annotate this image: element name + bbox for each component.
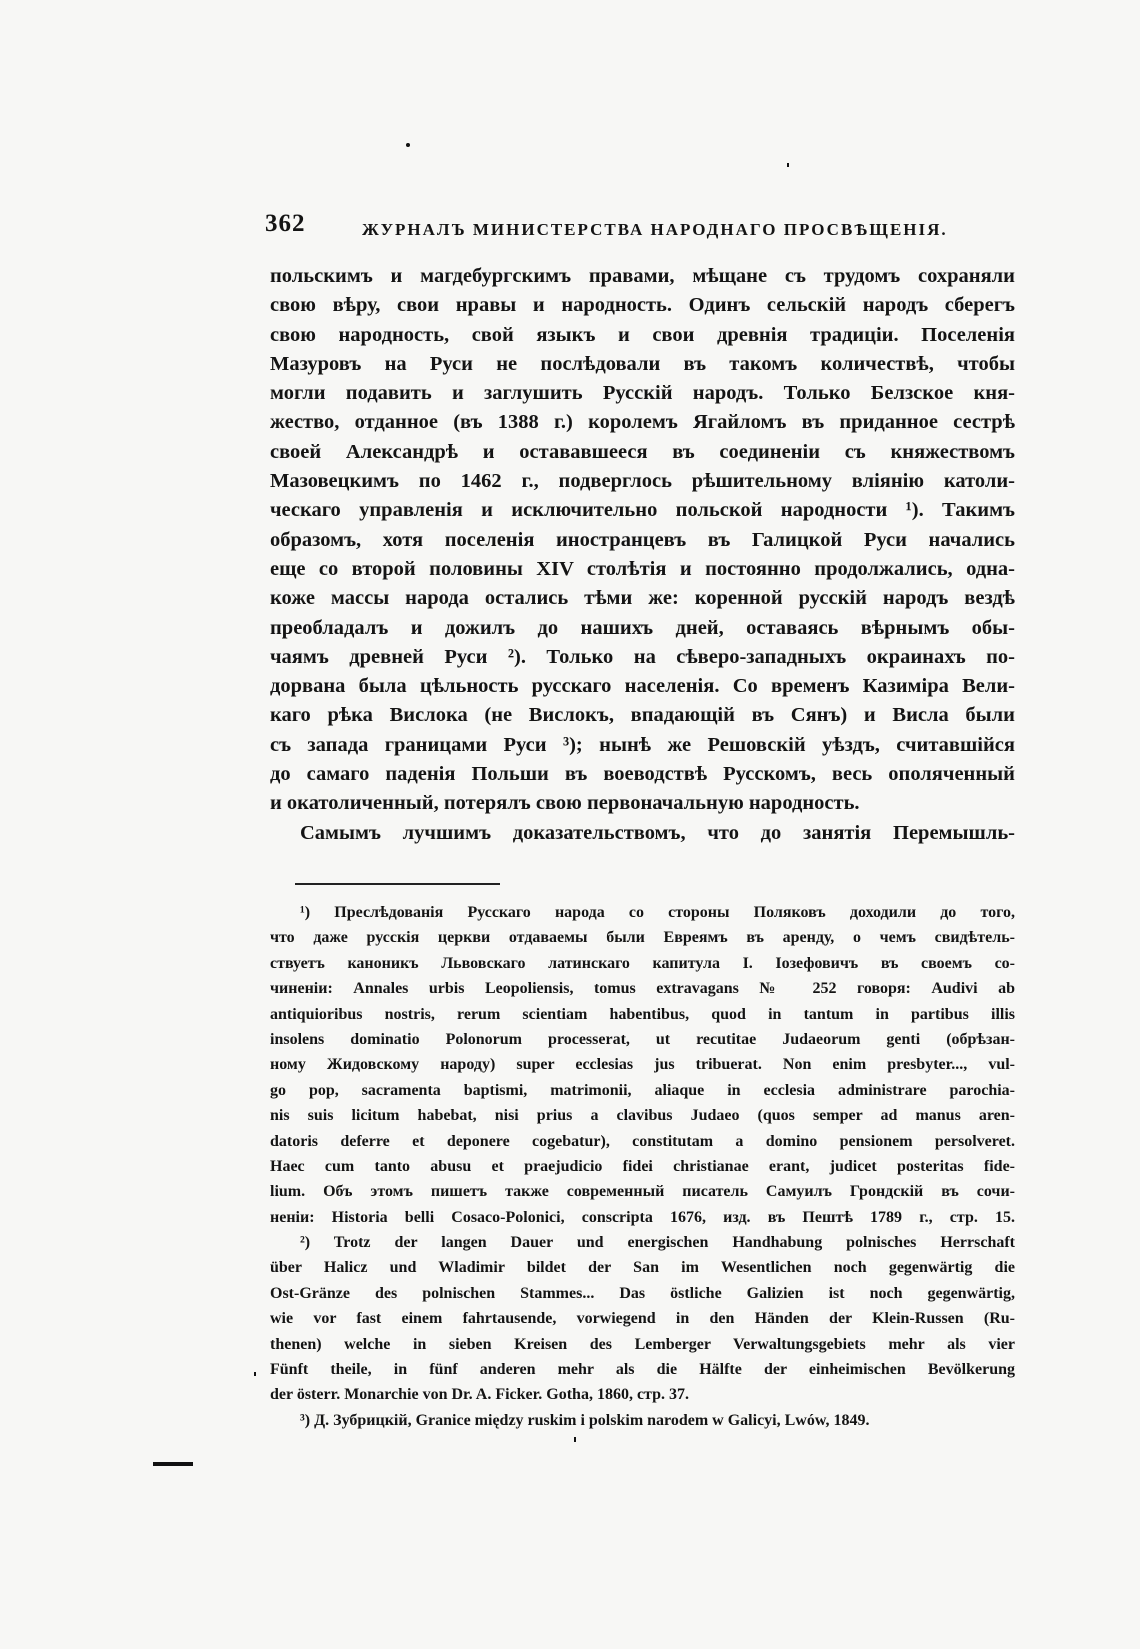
footnote-line: thenen) welche in sieben Kreisen des Lemberger Verwaltungsgebiets mehr als vier (270, 1335, 1015, 1353)
print-speck (254, 1372, 256, 1376)
footnote-separator (295, 883, 500, 885)
text-line: еще со второй половины XIV столѣтія и постоянно продолжались, одна- (270, 557, 1015, 580)
footnote-line: wie vor fast einem fahrtausende, vorwiegend in den Händen der Klein-Russen (Ru- (270, 1310, 1015, 1328)
text-line: Мазуровъ на Руси не послѣдовали въ такомъ количествѣ, чтобы (270, 352, 1015, 375)
text-line: коже массы народа остались тѣми же: коренной русскій народъ вездѣ (270, 587, 1015, 610)
text-line: дорвана была цѣльность русскаго населенія. Со временъ Казиміра Вели- (270, 675, 1015, 698)
print-speck (406, 143, 410, 147)
footnote-line: nis suis licitum habebat, nisi prius a clavibus Judaeo (quos semper ad manus aren- (270, 1107, 1015, 1125)
print-speck (787, 163, 789, 167)
page-number: 362 (265, 210, 306, 237)
text-line: польскимъ и магдебургскимъ правами, мѣщане съ трудомъ сохраняли (270, 265, 1015, 287)
footnote-line: Fünft theile, in fünf anderen mehr als die Hälfte der einheimischen Bevölkerung (270, 1361, 1015, 1379)
footnote-line: неніи: Historia belli Cosaco-Polonici, conscripta 1676, изд. въ Пештѣ 1789 г., стр. 15. (270, 1208, 1015, 1226)
footnote-line: Haec cum tanto abusu et praejudicio fidei christianae erant, judicet posteritas fide- (270, 1157, 1015, 1175)
text-line: свою вѣру, свои нравы и народность. Одинъ сельскій народъ сберегъ (270, 294, 1015, 317)
text-line: Мазовецкимъ по 1462 г., подверглось рѣшительному вліянію католи- (270, 470, 1015, 493)
footnote-line: ²) Trotz der langen Dauer und energischen Handhabung polnisches Herrschaft (300, 1234, 1015, 1252)
print-dash (153, 1462, 193, 1466)
running-title: ЖУРНАЛЪ МИНИСТЕРСТВА НАРОДНАГО ПРОСВѢЩЕНІЯ. (362, 220, 948, 239)
text-line: чаямъ древней Руси ²). Только на сѣверо-западныхъ окраинахъ по- (270, 645, 1015, 668)
text-line: своей Александрѣ и остававшееся въ соединеніи съ княжествомъ (270, 440, 1015, 463)
footnote-line: ³) Д. Зубрицкій, Granice między ruskim i polskim narodem w Galicyi, Lwów, 1849. (300, 1411, 870, 1429)
page-header (265, 210, 948, 250)
footnote-line: antiquioribus nostris, rerum scientiam habentibus, quod in tantum in partibus illis (270, 1005, 1015, 1023)
footnote-line: über Halicz und Wladimir bildet der San im Wesentlichen noch gegenwärtig die (270, 1259, 1015, 1277)
text-line: свою народность, свой языкъ и свои древнія традиціи. Поселенія (270, 323, 1015, 346)
footnote-line: ному Жидовскому народу) super ecclesias jus tribuerat. Non enim presbyter..., vul- (270, 1056, 1015, 1074)
print-speck (574, 1437, 576, 1442)
footnotes (270, 900, 1015, 1433)
main-text (270, 262, 1015, 848)
text-line: Самымъ лучшимъ доказательствомъ, что до занятія Перемышль- (300, 821, 1015, 844)
text-line: каго рѣка Вислока (не Вислокъ, впадающій въ Сянъ) и Висла были (270, 704, 1015, 727)
text-line: съ запада границами Руси ³); нынѣ же Решовскій уѣздъ, считавшійся (270, 733, 1015, 756)
text-line: жество, отданное (въ 1388 г.) королемъ Ягайломъ въ приданное сестрѣ (270, 411, 1015, 434)
footnote-line: Ost-Gränze des polnischen Stammes... Das östliche Galizien ist noch gegenwärtig, (270, 1284, 1015, 1302)
footnote-line: чиненіи: Annales urbis Leopoliensis, tomus extravagans № 252 говоря: Audivi ab (270, 980, 1015, 998)
footnote-line: insolens dominatio Polonorum processerat, ut recutitae Judaeorum genti (обрѣзан- (270, 1030, 1015, 1048)
text-line: до самаго паденія Польши въ воеводствѣ Русскомъ, весь ополяченный (270, 763, 1015, 786)
footnote-line: der österr. Monarchie von Dr. A. Ficker. Gotha, 1860, стр. 37. (270, 1386, 689, 1404)
footnote-line: ствуетъ каноникъ Львовскаго латинскаго капитула І. Іозефовичъ въ своемъ со- (270, 954, 1015, 972)
text-line: преобладалъ и дожилъ до нашихъ дней, оставаясь вѣрнымъ обы- (270, 616, 1015, 639)
footnote-line: что даже русскія церкви отдаваемы были Евреямъ въ аренду, о чемъ свидѣтель- (270, 929, 1015, 947)
text-line: и окатоличенный, потерялъ свою первоначальную народность. (270, 792, 860, 815)
text-line: могли подавить и заглушить Русскій народъ. Только Белзское кня- (270, 382, 1015, 405)
footnote-line: datoris deferre et deponere cogebatur), constitutam a domino pensionem persolveret. (270, 1132, 1015, 1150)
text-line: образомъ, хотя поселенія иностранцевъ въ Галицкой Руси начались (270, 528, 1015, 551)
text-line: ческаго управленія и исключительно польской народности ¹). Такимъ (270, 499, 1015, 522)
footnote-line: lium. Объ этомъ пишетъ также современный писатель Самуилъ Грондскій въ сочи- (270, 1183, 1015, 1201)
footnote-line: ¹) Преслѣдованія Русскаго народа со стороны Поляковъ доходили до того, (300, 904, 1015, 921)
footnote-line: go pop, sacramenta baptismi, matrimonii, aliaque in ecclesia administrare parochia- (270, 1081, 1015, 1099)
